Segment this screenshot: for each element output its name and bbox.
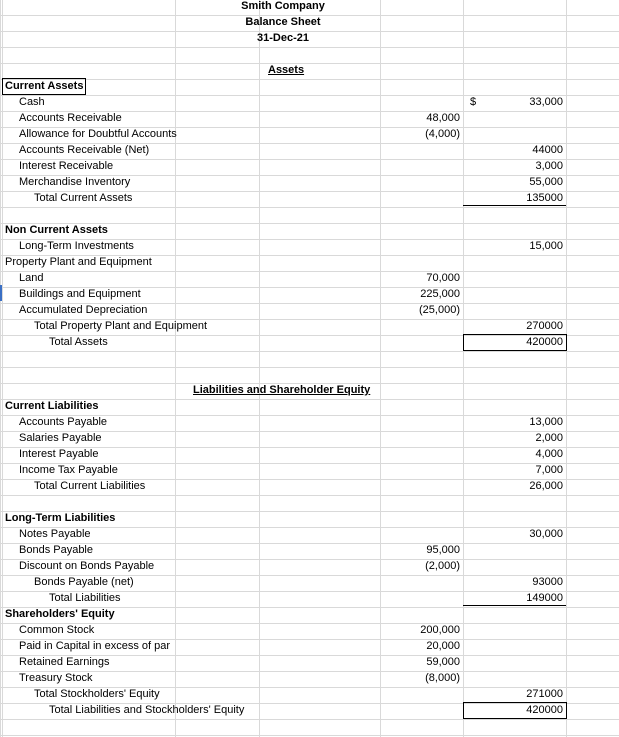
equity-heading: Shareholders' Equity <box>5 608 115 620</box>
paid-in-label: Paid in Capital in excess of par <box>19 640 171 652</box>
total-assets-label: Total Assets <box>49 336 108 348</box>
ar-value: 48,000 <box>426 112 460 124</box>
total-underline <box>463 205 566 206</box>
ap-value: 13,000 <box>529 416 563 428</box>
gridline <box>566 0 567 737</box>
cash-value: 33,000 <box>529 96 563 108</box>
total-le-border <box>463 702 567 719</box>
gridline <box>463 0 464 737</box>
non-current-assets-heading: Non Current Assets <box>5 224 108 236</box>
total-underline <box>463 605 566 606</box>
discount-label: Discount on Bonds Payable <box>19 560 155 572</box>
total-current-assets-value: 135000 <box>526 192 563 204</box>
income-tax-value: 7,000 <box>535 464 563 476</box>
lti-value: 15,000 <box>529 240 563 252</box>
common-stock-label: Common Stock <box>19 624 95 636</box>
total-le-value: 420000 <box>526 704 563 716</box>
liabilities-title: Liabilities and Shareholder Equity <box>193 384 371 396</box>
interest-rec-value: 3,000 <box>535 160 563 172</box>
current-assets-heading: Current Assets <box>5 80 84 92</box>
total-liabilities-label: Total Liabilities <box>49 592 121 604</box>
ap-label: Accounts Payable <box>19 416 108 428</box>
company-name: Smith Company <box>241 0 325 12</box>
lti-label: Long-Term Investments <box>19 240 134 252</box>
total-current-liabilities-value: 26,000 <box>529 480 563 492</box>
accum-dep-value: (25,000) <box>419 304 460 316</box>
ar-net-label: Accounts Receivable (Net) <box>19 144 150 156</box>
total-assets-border <box>463 334 567 351</box>
total-assets-value: 420000 <box>526 336 563 348</box>
total-ppe-value: 270000 <box>526 320 563 332</box>
land-label: Land <box>19 272 44 284</box>
discount-value: (2,000) <box>425 560 460 572</box>
inventory-label: Merchandise Inventory <box>19 176 131 188</box>
current-liabilities-heading: Current Liabilities <box>5 400 99 412</box>
total-equity-label: Total Stockholders' Equity <box>34 688 160 700</box>
notes-label: Notes Payable <box>19 528 91 540</box>
ar-net-value: 44000 <box>532 144 563 156</box>
total-current-liabilities-label: Total Current Liabilities <box>34 480 146 492</box>
gridline <box>2 0 3 737</box>
total-equity-value: 271000 <box>526 688 563 700</box>
interest-rec-label: Interest Receivable <box>19 160 114 172</box>
cash-label: Cash <box>19 96 45 108</box>
allowance-value: (4,000) <box>425 128 460 140</box>
statement-date: 31-Dec-21 <box>257 32 309 44</box>
assets-title: Assets <box>268 64 305 76</box>
total-current-assets-label: Total Current Assets <box>34 192 133 204</box>
bonds-label: Bonds Payable <box>19 544 93 556</box>
gridline <box>259 0 260 737</box>
common-stock-value: 200,000 <box>420 624 460 636</box>
row-selection-marker <box>0 285 2 301</box>
bonds-net-value: 93000 <box>532 576 563 588</box>
interest-payable-value: 4,000 <box>535 448 563 460</box>
buildings-value: 225,000 <box>420 288 460 300</box>
income-tax-label: Income Tax Payable <box>19 464 118 476</box>
notes-value: 30,000 <box>529 528 563 540</box>
salaries-value: 2,000 <box>535 432 563 444</box>
total-le-label: Total Liabilities and Stockholders' Equity <box>49 704 245 716</box>
ar-label: Accounts Receivable <box>19 112 122 124</box>
gridline <box>175 0 176 737</box>
buildings-label: Buildings and Equipment <box>19 288 141 300</box>
salaries-label: Salaries Payable <box>19 432 102 444</box>
total-liabilities-value: 149000 <box>526 592 563 604</box>
allowance-label: Allowance for Doubtful Accounts <box>19 128 177 140</box>
accum-dep-label: Accumulated Depreciation <box>19 304 148 316</box>
bonds-net-label: Bonds Payable (net) <box>34 576 134 588</box>
treasury-value: (8,000) <box>425 672 460 684</box>
interest-payable-label: Interest Payable <box>19 448 99 460</box>
inventory-value: 55,000 <box>529 176 563 188</box>
retained-value: 59,000 <box>426 656 460 668</box>
treasury-label: Treasury Stock <box>19 672 93 684</box>
land-value: 70,000 <box>426 272 460 284</box>
ppe-heading: Property Plant and Equipment <box>5 256 152 268</box>
bonds-value: 95,000 <box>426 544 460 556</box>
long-term-liabilities-heading: Long-Term Liabilities <box>5 512 116 524</box>
retained-label: Retained Earnings <box>19 656 110 668</box>
statement-title: Balance Sheet <box>245 16 321 28</box>
paid-in-value: 20,000 <box>426 640 460 652</box>
currency-symbol: $ <box>470 96 477 108</box>
total-ppe-label: Total Property Plant and Equipment <box>34 320 208 332</box>
